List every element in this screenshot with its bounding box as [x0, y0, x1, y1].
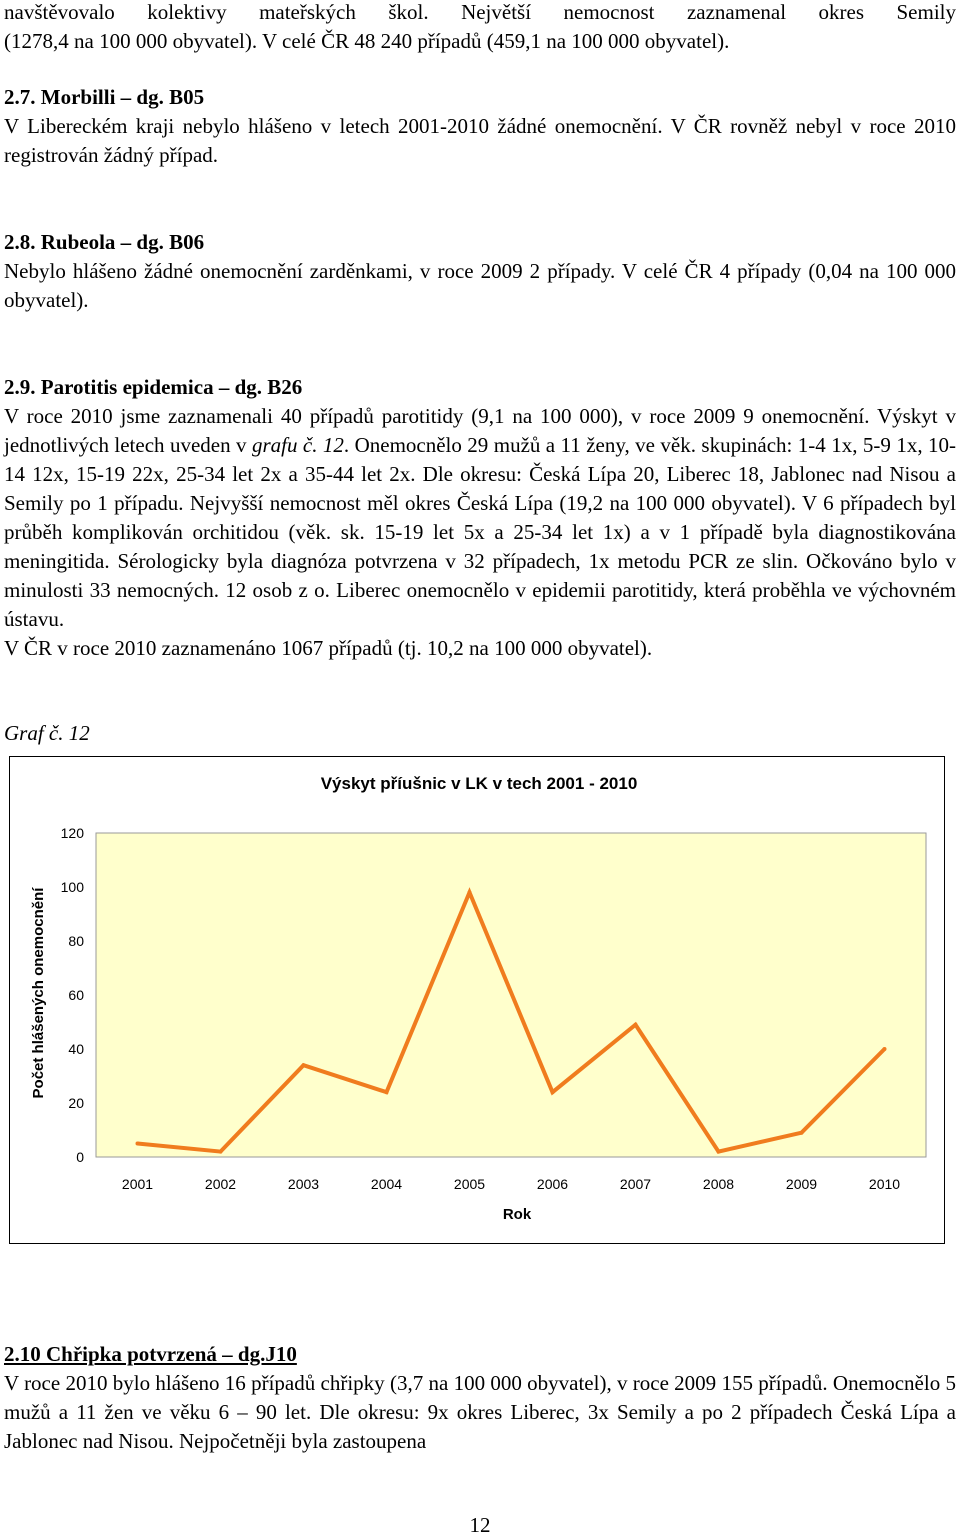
x-tick-label: 2002: [204, 1176, 237, 1192]
y-tick-label: 40: [68, 1041, 84, 1057]
page-number: 12: [469, 1513, 491, 1537]
chripka-text: V roce 2010 bylo hlášeno 16 případů chřipky (3,7 na 100 000 obyvatel), v roce 2009 155 případů. Onemocnělo 5 mužů a 11 žen ve věku 6 – 90 let. Dle okresu: 9x okres Liberec, 3x Semily a po 2 případech Česká Lípa a Jablonec nad Nisou. Nejpočetněji byla zastoupena: [4, 1371, 956, 1453]
y-axis-label: Počet hlášených onemocnění: [30, 887, 47, 1099]
y-tick-label: 60: [68, 987, 84, 1003]
y-ticks: [61, 825, 85, 1165]
y-tick-label: 80: [68, 933, 84, 949]
data-point: [883, 1047, 887, 1051]
section-morbilli: [4, 83, 956, 170]
rubeola-text: Nebylo hlášeno žádné onemocnění zarděnkami, v roce 2009 2 případy. V celé ČR 4 případy (0,04 na 100 000 obyvatel).: [4, 259, 956, 312]
x-tick-label: 2009: [785, 1176, 818, 1192]
x-tick-label: 2008: [702, 1176, 735, 1192]
morbilli-heading: 2.7. Morbilli – dg. B05: [4, 85, 205, 109]
rubeola-heading: 2.8. Rubeola – dg. B06: [4, 230, 205, 254]
data-point: [634, 1023, 638, 1027]
parotitis-text-b: . Onemocnělo 29 mužů a 11 ženy, ve věk. skupinách: 1-4 1x, 5-9 1x, 10-14 12x, 15-19 22x, 25-34 let 2x a 35-44 let 2x. Dle okresu: Česká Lípa 20, Liberec 18, Jablonec nad Nisou a Semily po 1 případu. Nejvyšší nemocnost měl okres Česká Lípa (19,2 na 100 000 obyvatel). V 6 případech byl průběh komplikován orchitidou (věk. sk. 15-19 let 5x a 25-34 let 1x) a v 1 případě byla diagnostikována meningitida. Sérologicky byla diagnóza potvrzena v 32 případech, 1x metodu PCR ze slin. Očkováno bylo v minulosti 33 nemocných. 12 osob z o. Liberec onemocnělo v epidemii parotitidy, která proběhla ve výchovném ústavu.: [4, 433, 956, 631]
section-parotitis: [4, 373, 956, 663]
data-point: [385, 1090, 389, 1094]
data-point: [551, 1090, 555, 1094]
x-tick-label: 2003: [287, 1176, 320, 1192]
y-tick-label: 100: [60, 879, 84, 895]
data-point: [717, 1150, 721, 1154]
y-tick-label: 20: [68, 1095, 84, 1111]
data-point: [136, 1142, 140, 1146]
morbilli-text: V Libereckém kraji nebylo hlášeno v letech 2001-2010 žádné onemocnění. V ČR rovněž nebyl v roce 2010 registrován žádný případ.: [4, 114, 956, 167]
data-point: [468, 890, 472, 894]
chart-frame: [9, 756, 945, 1244]
x-tick-label: 2007: [619, 1176, 652, 1192]
section-rubeola: [4, 228, 956, 315]
chripka-heading: 2.10 Chřipka potvrzená – dg.J10: [4, 1342, 297, 1366]
x-tick-label: 2004: [370, 1176, 403, 1192]
graf-label: Graf č. 12: [4, 721, 90, 745]
x-tick-label: 2001: [121, 1176, 154, 1192]
x-ticks: [122, 1176, 900, 1192]
intro-line-1: navštěvovalo kolektivy mateřských škol. Největší nemocnost zaznamenal okres Semily: [4, 0, 956, 24]
data-point: [219, 1150, 223, 1154]
parotitis-text: [4, 402, 956, 634]
parotitis-text-cr: V ČR v roce 2010 zaznamenáno 1067 případů (tj. 10,2 na 100 000 obyvatel).: [4, 636, 653, 660]
section-chripka: [4, 1340, 956, 1456]
intro-paragraph: [4, 0, 956, 56]
intro-line-2: (1278,4 na 100 000 obyvatel). V celé ČR 48 240 případů (459,1 na 100 000 obyvatel).: [4, 29, 730, 53]
parotitis-graf-ref: grafu č. 12: [251, 433, 344, 457]
y-tick-label: 0: [76, 1149, 84, 1165]
x-axis-label: Rok: [502, 1206, 532, 1223]
x-tick-label: 2010: [868, 1176, 901, 1192]
x-tick-label: 2006: [536, 1176, 569, 1192]
y-tick-label: 120: [60, 825, 84, 841]
parotitis-heading: 2.9. Parotitis epidemica – dg. B26: [4, 375, 303, 399]
data-point: [302, 1063, 306, 1067]
data-point: [800, 1131, 804, 1135]
chart-title: Výskyt příušnic v LK v tech 2001 - 2010: [320, 774, 638, 793]
parotitis-text-a: V roce 2010 jsme zaznamenali 40 případů parotitidy (9,1 na 100 000), v roce 2009 9 onemocnění. Výskyt v jednotlivých letech uveden v: [4, 404, 956, 457]
line-chart: [10, 757, 946, 1245]
x-tick-label: 2005: [453, 1176, 486, 1192]
